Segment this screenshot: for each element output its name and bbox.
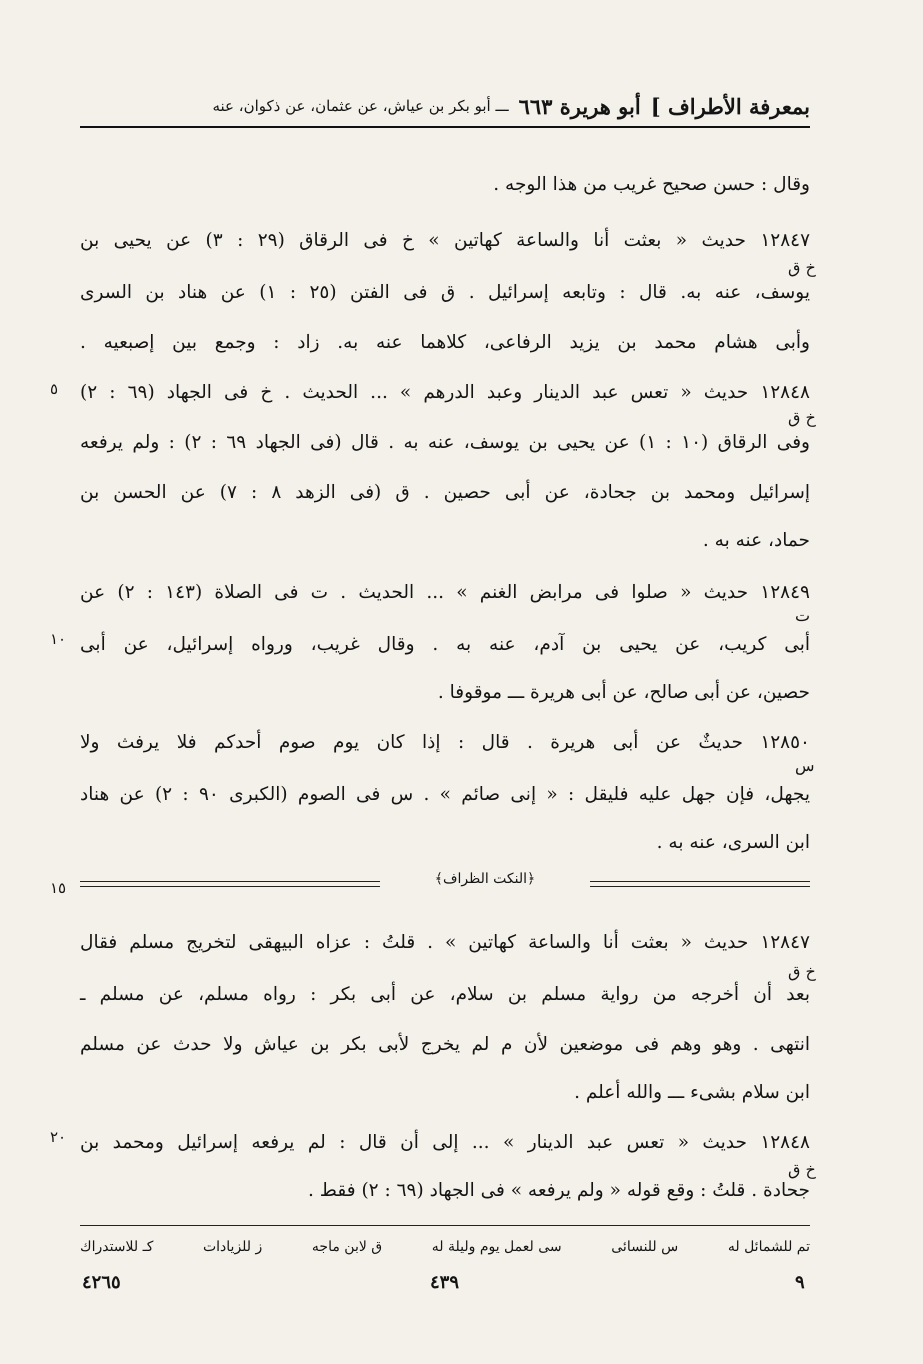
siglum-12847: خ ق bbox=[788, 258, 816, 277]
hadith-12847-line: ١٢٨٤٧ حديث « بعثت أنا والساعة كهاتين » خ فى الرقاق (٢٩ : ٣) عن يحيى بن bbox=[80, 230, 811, 251]
volume-page-number: ٤٢٦٥ bbox=[82, 1272, 121, 1293]
abbreviation-item: كـ للاستدراك bbox=[80, 1239, 154, 1255]
hadith-12850-line: ١٢٨٥٠ حديثٌ عن أبى هريرة . قال : إذا كان يوم صوم أحدكم فلا يرفث ولا bbox=[80, 732, 810, 753]
abbreviation-item: سى لعمل يوم وليلة له bbox=[431, 1239, 562, 1255]
text-line: بعد أن أخرجه من رواية مسلم بن سلام، عن أبى بكر : رواه مسلم، عن مسلم ـ bbox=[80, 984, 810, 1005]
text-line: يوسف، عنه به. قال : وتابعه إسرائيل . ق فى الفتن (٢٥ : ١) عن هناد بن السرى bbox=[80, 282, 810, 303]
header-title: بمعرفة الأطراف ] bbox=[650, 93, 810, 119]
abbreviation-item: س للنسائى bbox=[611, 1239, 679, 1255]
siglum-12848: خ ق bbox=[788, 408, 816, 427]
line-number: ١٠ bbox=[50, 630, 67, 648]
text-line: وفى الرقاق (١٠ : ١) عن يحيى بن يوسف، عنه به . قال (فى الجهاد ٦٩ : ٢) : ولم يرفعه bbox=[80, 432, 810, 453]
text-line: جحادة . قلتُ : وقع قوله « ولم يرفعه » فى الجهاد (٦٩ : ٢) فقط . bbox=[308, 1180, 810, 1201]
abbreviation-item: ق لابن ماجه bbox=[311, 1239, 383, 1255]
text-line: حصين، عن أبى صالح، عن أبى هريرة ـــ موقوفا . bbox=[437, 682, 810, 703]
hadith-12848-line: ١٢٨٤٨ حديث « تعس عبد الدينار وعبد الدرهم » ... الحديث . خ فى الجهاد (٦٩ : ٢) bbox=[80, 382, 810, 403]
divider-rule bbox=[590, 881, 810, 887]
abbreviation-item: تم للشمائل له bbox=[727, 1239, 810, 1255]
note-12848-line: ١٢٨٤٨ حديث « تعس عبد الدينار » ... إلى أن قال : لم يرفعه إسرائيل ومحمد بن bbox=[80, 1132, 810, 1153]
siglum-12850: س bbox=[795, 756, 815, 775]
header-chain: ـــ أبو بكر بن عياش، عن عثمان، عن ذكوان، عنه bbox=[212, 97, 509, 115]
text-line: يجهل، فإن جهل عليه فليقل : « إنى صائم » . س فى الصوم (الكبرى ٩٠ : ٢) عن هناد bbox=[80, 784, 810, 805]
text-line: أبى كريب، عن يحيى بن آدم، عنه به . وقال غريب، ورواه إسرائيل، عن أبى bbox=[80, 634, 810, 655]
signature-mark: ٩ bbox=[795, 1272, 805, 1293]
abbreviation-item: ز للزيادات bbox=[202, 1239, 263, 1255]
text-line: إسرائيل ومحمد بن جحادة، عن أبى حصين . ق (فى الزهد ٨ : ٧) عن الحسن بن bbox=[80, 482, 810, 503]
section-divider bbox=[80, 871, 810, 895]
text-line: وأبى هشام محمد بن يزيد الرفاعى، كلاهما عنه به. زاد : وجمع بين إصبعيه . bbox=[80, 332, 810, 353]
divider-label: ﴿النكت الظراف﴾ bbox=[434, 871, 536, 887]
note-siglum-12847: خ ق bbox=[788, 962, 816, 981]
main-text bbox=[80, 170, 810, 870]
divider-rule bbox=[80, 881, 380, 887]
text-line: حماد، عنه به . bbox=[702, 530, 810, 551]
text-line: ابن السرى، عنه به . bbox=[656, 832, 810, 853]
note-12847-line: ١٢٨٤٧ حديث « بعثت أنا والساعة كهاتين » . قلتُ : عزاه البيهقى لتخريج مسلم فقال bbox=[80, 932, 810, 953]
abbreviation-key bbox=[80, 1225, 810, 1262]
line-number: ١٥ bbox=[50, 879, 67, 897]
running-header bbox=[80, 86, 810, 128]
note-siglum-12848: خ ق bbox=[788, 1160, 816, 1179]
siglum-12849: ت bbox=[795, 606, 811, 625]
line-number: ٥ bbox=[50, 380, 59, 398]
text-line: وقال : حسن صحيح غريب من هذا الوجه . bbox=[493, 174, 810, 195]
line-number: ٢٠ bbox=[50, 1128, 67, 1146]
page-number: ٤٣٩ bbox=[430, 1272, 460, 1293]
text-line: ابن سلام بشىء ـــ والله أعلم . bbox=[574, 1082, 810, 1103]
text-line: انتهى . وهو وهم فى موضعين لأن م لم يخرج لأبى بكر بن عياش ولا حدث عن مسلم bbox=[80, 1034, 810, 1055]
hadith-12849-line: ١٢٨٤٩ حديث « صلوا فى مرابض الغنم » ... الحديث . ت فى الصلاة (١٤٣ : ٢) عن bbox=[80, 582, 810, 603]
header-section: أبو هريرة ٦٦٣ bbox=[518, 93, 641, 119]
notes-section bbox=[80, 928, 810, 1208]
